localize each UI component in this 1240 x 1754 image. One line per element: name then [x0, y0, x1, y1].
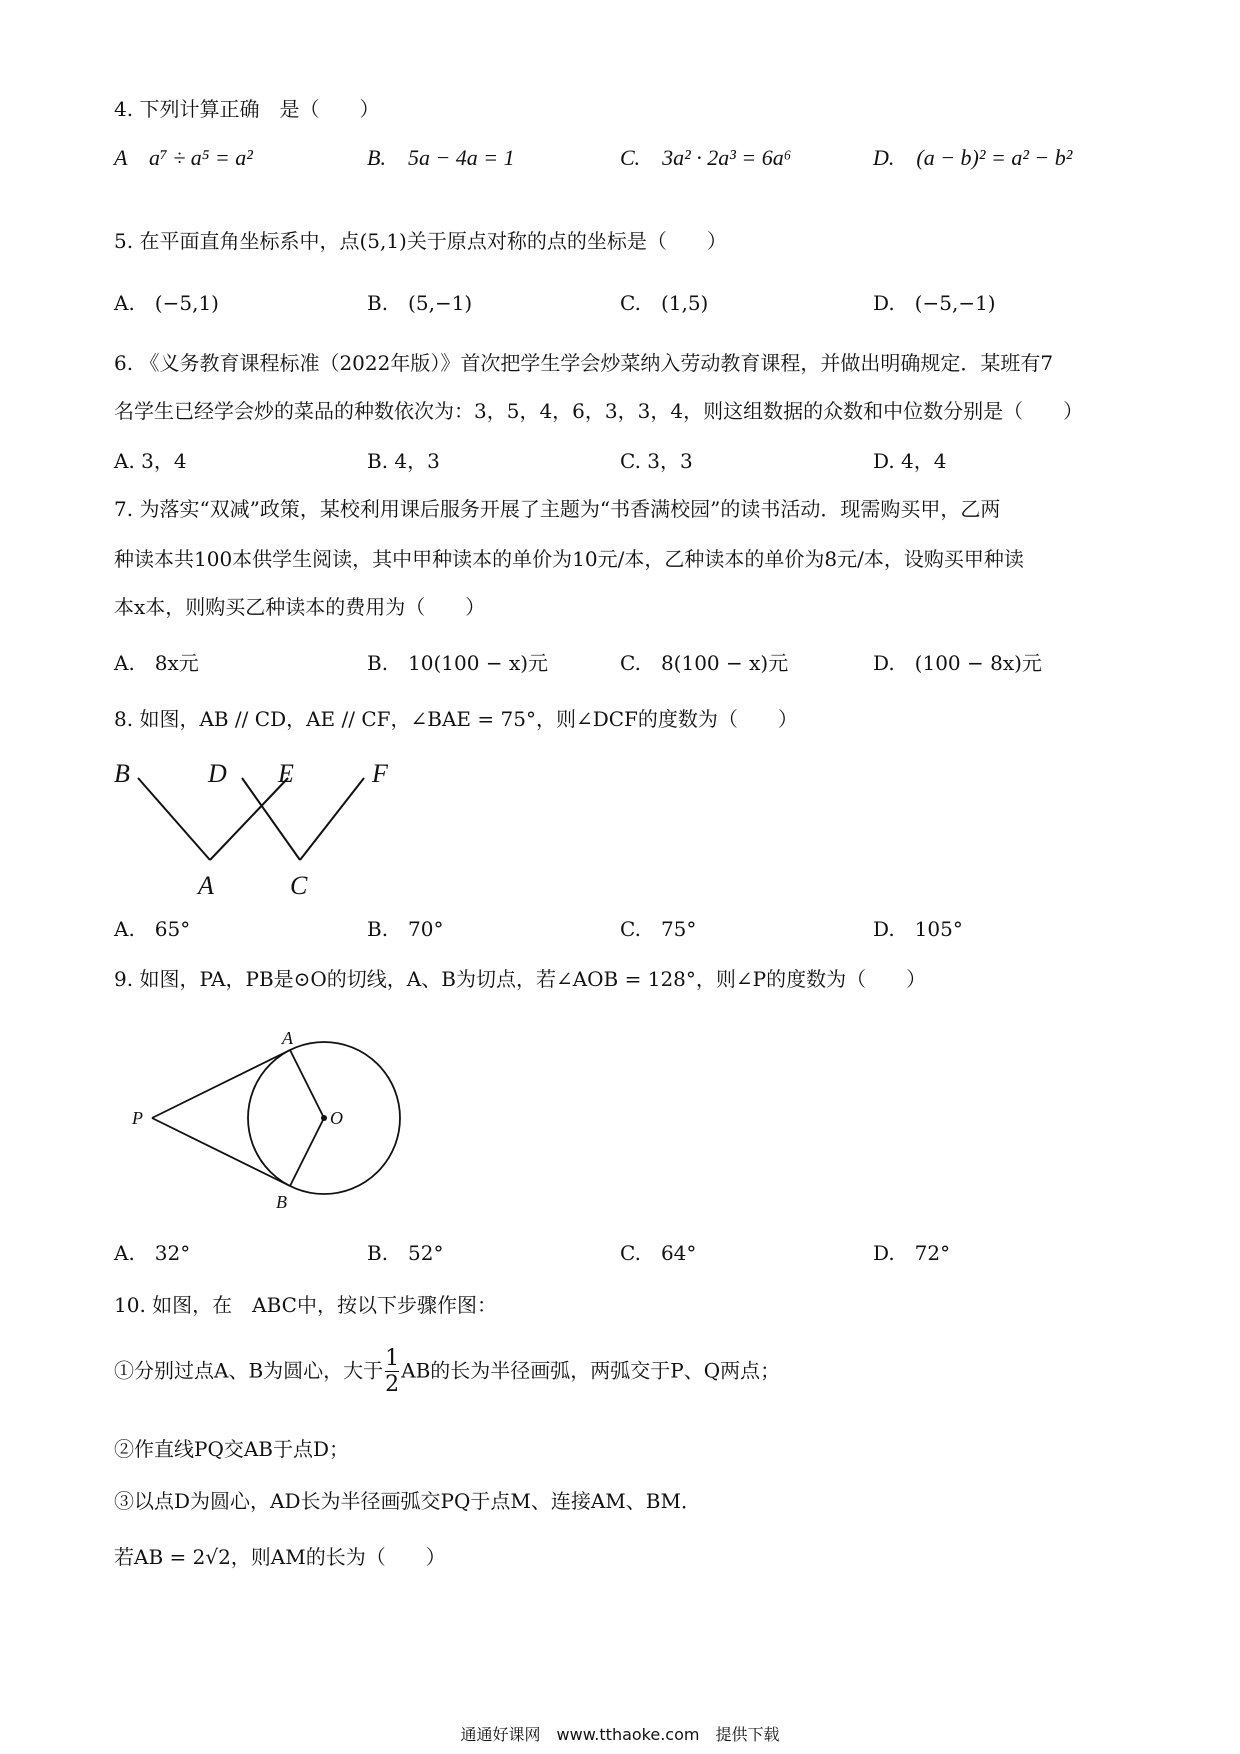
q7-line-3: 本x本，则购买乙种读本的费用为（ ）: [114, 595, 486, 619]
q7-line-2: 种读本共100本供学生阅读，其中甲种读本的单价为10元/本，乙种读本的单价为8元/本，设购买甲种读: [114, 547, 1024, 571]
tangent-pa: [152, 1050, 290, 1118]
q5-option-d: D. (−5,−1): [873, 291, 996, 315]
fraction-numerator: 1: [385, 1346, 400, 1371]
radius-ob: [290, 1118, 324, 1186]
q9-option-c: C. 64°: [620, 1241, 697, 1265]
q10-step-1-text-before: ①分别过点A、B为圆心，大于: [114, 1358, 384, 1383]
q8-stem: 8. 如图，AB // CD，AE // CF，∠BAE = 75°，则∠DCF的度数为（ ）: [114, 707, 798, 731]
q5-option-c: C. (1,5): [620, 291, 709, 315]
radius-oa: [290, 1050, 324, 1118]
q4-option-d: D. (a − b)² = a² − b²: [873, 145, 1073, 170]
q10-question: 若AB = 2√2，则AM的长为（ ）: [114, 1545, 446, 1569]
label-f: F: [372, 759, 388, 788]
line-ae: [210, 778, 288, 860]
q4-stem: 4. 下列计算正确 是（ ）: [114, 97, 380, 121]
q10-step-1-text-after: AB的长为半径画弧，两弧交于P、Q两点；: [401, 1358, 781, 1383]
q10-step-2: ②作直线PQ交AB于点D；: [114, 1437, 350, 1461]
q7-option-a: A. 8x元: [114, 651, 199, 675]
q9-stem: 9. 如图，PA，PB是⊙O的切线，A、B为切点，若∠AOB = 128°，则∠P的度数为（ ）: [114, 967, 927, 991]
label-c: C: [290, 871, 308, 900]
label-e: E: [278, 759, 294, 788]
q5-option-b: B. (5,−1): [367, 291, 473, 315]
q9-option-b: B. 52°: [367, 1241, 444, 1265]
label-b: B: [114, 759, 130, 788]
q6-option-b: B. 4，3: [367, 449, 440, 473]
q7-option-b: B. 10(100 − x)元: [367, 651, 549, 675]
q6-option-a: A. 3，4: [114, 449, 187, 473]
page-footer: 通通好课网 www.tthaoke.com 提供下载: [460, 1725, 780, 1744]
q10-stem: 10. 如图，在 ABC中，按以下步骤作图：: [114, 1293, 497, 1317]
q5-option-a: A. (−5,1): [114, 291, 219, 315]
q10-step-3: ③以点D为圆心，AD长为半径画弧交PQ于点M、连接AM、BM．: [114, 1489, 701, 1513]
fraction-denominator: 2: [385, 1372, 400, 1398]
q10-step-1: [114, 1346, 780, 1398]
q8-option-a: A. 65°: [114, 917, 191, 941]
line-cd: [242, 778, 300, 860]
label-b: B: [276, 1192, 287, 1212]
q8-option-c: C. 75°: [620, 917, 697, 941]
line-ab: [138, 778, 210, 860]
q4-option-b: B. 5a − 4a = 1: [367, 145, 515, 170]
tangent-pb: [152, 1118, 290, 1186]
q8-option-d: D. 105°: [873, 917, 963, 941]
q9-tangent-circle-figure: [120, 1020, 420, 1220]
q4-option-c: C. 3a² · 2a³ = 6a⁶: [620, 145, 792, 170]
q7-option-c: C. 8(100 − x)元: [620, 651, 789, 675]
label-o: O: [330, 1108, 343, 1128]
q5-stem: 5. 在平面直角坐标系中，点(5,1)关于原点对称的点的坐标是（ ）: [114, 229, 727, 253]
line-cf: [300, 778, 364, 860]
q6-line-1: 6. 《义务教育课程标准（2022年版）》首次把学生学会炒菜纳入劳动教育课程，并做出明确规定．某班有7: [114, 351, 1054, 375]
q6-line-2: 名学生已经学会炒的菜品的种数依次为：3，5，4，6，3，3，4，则这组数据的众数和中位数分别是（ ）: [114, 399, 1084, 423]
q8-option-b: B. 70°: [367, 917, 444, 941]
label-a: A: [282, 1028, 293, 1048]
label-a: A: [198, 871, 214, 900]
q6-option-c: C. 3，3: [620, 449, 693, 473]
q6-option-d: D. 4，4: [873, 449, 947, 473]
label-d: D: [208, 759, 227, 788]
center-o-dot: [321, 1115, 327, 1121]
q9-option-a: A. 32°: [114, 1241, 191, 1265]
q7-line-1: 7. 为落实“双减”政策，某校利用课后服务开展了主题为“书香满校园”的读书活动．现需购买甲，乙两: [114, 497, 1001, 521]
q8-parallel-lines-figure: [110, 752, 410, 902]
label-p: P: [132, 1108, 143, 1128]
q9-option-d: D. 72°: [873, 1241, 951, 1265]
one-half-fraction: [385, 1346, 399, 1398]
q4-option-a: A a⁷ ÷ a⁵ = a²: [114, 145, 253, 170]
q7-option-d: D. (100 − 8x)元: [873, 651, 1042, 675]
